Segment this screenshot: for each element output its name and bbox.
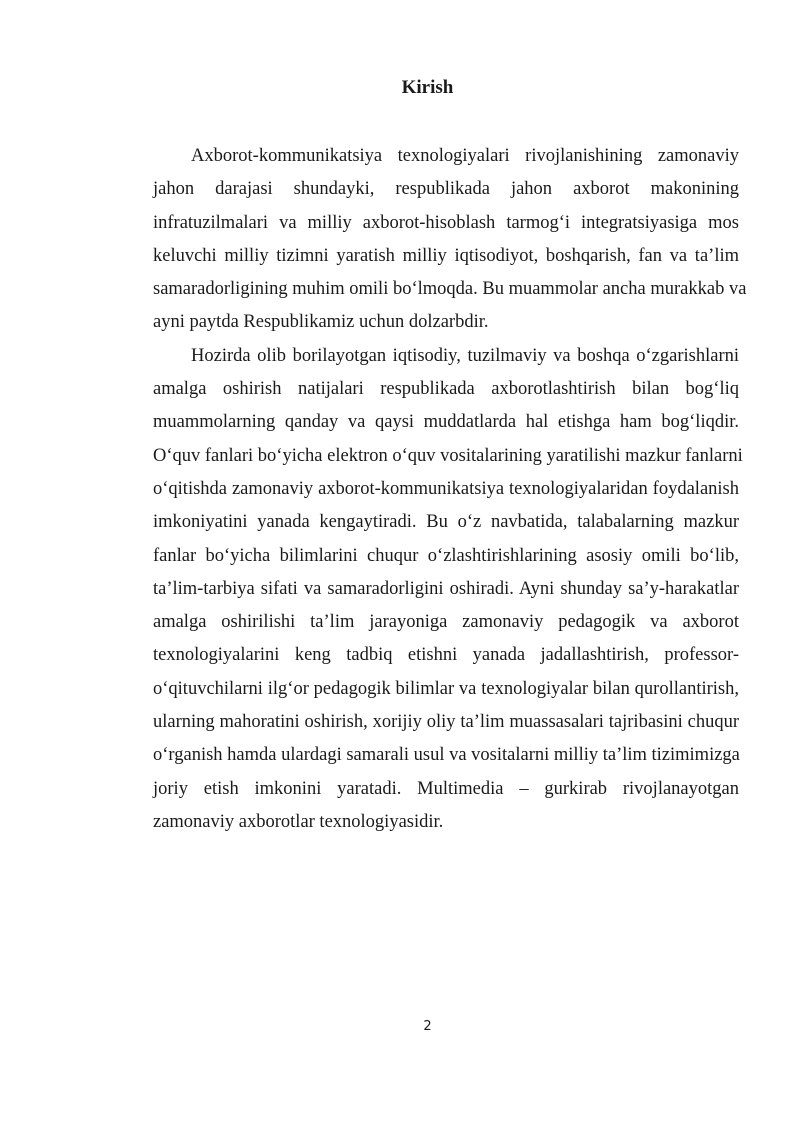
text-line: o‘qitishda zamonaviy axborot-kommunikatsiya texnologiyalaridan foydalanish xyxy=(153,478,739,499)
text-line: jahon darajasi shundayki, respublikada jahon axborot makonining xyxy=(153,179,739,200)
text-line: o‘rganish hamda ulardagi samarali usul va vositalarni milliy ta’lim tizimimizga xyxy=(153,745,740,766)
text-line: Axborot-kommunikatsiya texnologiyalari rivojlanishining zamonaviy xyxy=(191,146,739,166)
text-line: ularning mahoratini oshirish, xorijiy oliy ta’lim muassasalari tajribasini chuqur xyxy=(153,712,739,733)
text-line: o‘qituvchilarni ilg‘or pedagogik bilimlar va texnologiyalar bilan qurollantirish, xyxy=(153,678,739,699)
text-line: joriy etish imkonini yaratadi. Multimedia – gurkirab rivojlanayotgan xyxy=(153,778,739,799)
body-text xyxy=(115,140,747,839)
text-line: ta’lim-tarbiya sifati va samaradorligini oshiradi. Ayni shunday sa’y-harakatlar xyxy=(153,578,739,599)
text-line: infratuzilmalari va milliy axborot-hisoblash tarmog‘i integratsiyasiga mos xyxy=(153,212,739,233)
text-line: zamonaviy axborotlar texnologiyasidir. xyxy=(153,811,444,832)
text-line: O‘quv fanlari bo‘yicha elektron o‘quv vositalarining yaratilishi mazkur fanlarni xyxy=(153,445,743,466)
text-line: samaradorligining muhim omili bo‘lmoqda. Bu muammolar ancha murakkab va xyxy=(153,279,747,300)
text-line: texnologiyalarini keng tadbiq etishni yanada jadallashtirish, professor- xyxy=(153,645,739,666)
text-line: fanlar bo‘yicha bilimlarini chuqur o‘zlashtirishlarining asosiy omili bo‘lib, xyxy=(153,545,739,566)
text-line: amalga oshirish natijalari respublikada axborotlashtirish bilan bog‘liq xyxy=(153,379,739,400)
text-line: ayni paytda Respublikamiz uchun dolzarbdir. xyxy=(153,312,489,333)
page-title: Kirish xyxy=(401,77,454,98)
paragraph-2 xyxy=(115,340,743,839)
text-line: Hozirda olib borilayotgan iqtisodiy, tuzilmaviy va boshqa o‘zgarishlarni xyxy=(191,345,739,366)
text-line: amalga oshirilishi ta’lim jarayoniga zamonaviy pedagogik va axborot xyxy=(153,612,739,633)
text-line: keluvchi milliy tizimni yaratish milliy iqtisodiyot, boshqarish, fan va ta’lim xyxy=(153,245,739,266)
text-line: imkoniyatini yanada kengaytiradi. Bu o‘z navbatida, talabalarning mazkur xyxy=(153,512,739,533)
paragraph-1 xyxy=(115,140,747,340)
text-line: muammolarning qanday va qaysi muddatlarda hal etishga ham bog‘liqdir. xyxy=(153,412,739,433)
page-number: 2 xyxy=(423,1019,432,1034)
